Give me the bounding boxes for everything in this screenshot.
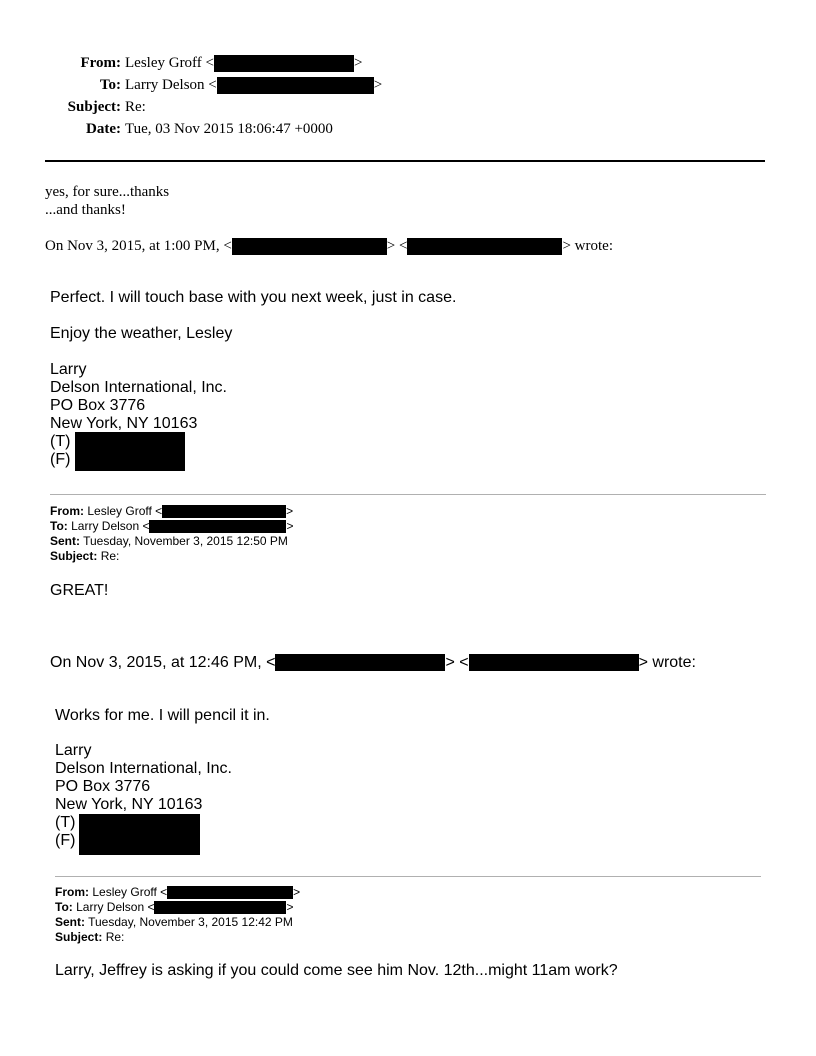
header-from-row [0,52,382,74]
quote-intro-mid: > < [386,238,408,254]
reply-line-1: yes, for sure...thanks [45,184,170,200]
quote-intro-start: On Nov 3, 2015, at 12:46 PM, < [50,654,276,671]
forward-1-quote-intro [50,653,696,673]
header-to-row [0,74,382,96]
header-subject-value: Re: [125,99,146,115]
signature-city: New York, NY 10163 [55,796,203,813]
forward-1-header [50,504,294,564]
signature-city: New York, NY 10163 [50,415,198,432]
signature-name: Larry [50,361,87,378]
signature-fax-label: (F) [55,832,76,849]
redaction-box [275,654,445,671]
signature-phone-label: (T) [55,814,76,831]
header-from-close: > [354,55,363,71]
forward-2-subject-row [55,930,300,945]
header-subject-row [0,96,382,118]
header-divider [45,160,765,162]
redaction-box [214,55,354,72]
forward-1-body: GREAT! [50,582,109,599]
forward-1-subject-row [50,549,294,564]
forward-2-to-row [55,900,300,915]
email-header [0,52,382,140]
redaction-box [217,77,374,94]
forward-from-value: Lesley Groff < [92,885,168,899]
forward-subject-value: Re: [105,930,125,944]
signature-po-box: PO Box 3776 [50,397,146,414]
redaction-box [75,432,185,471]
forward-sent-value: Tuesday, November 3, 2015 12:42 PM [88,915,293,929]
forward-2-from-row [55,885,300,900]
forward-1-from-row [50,504,294,519]
forward-sent-label: Sent: [50,534,80,548]
message-2-line-1: Works for me. I will pencil it in. [55,707,270,724]
redaction-box [79,814,200,855]
quote-intro-end: > wrote: [562,238,613,254]
redaction-box [407,238,562,255]
signature-name: Larry [55,742,92,759]
forward-2-sent-row [55,915,300,930]
forward-sent-value: Tuesday, November 3, 2015 12:50 PM [83,534,288,548]
signature-phone-label: (T) [50,433,71,450]
forward-sent-label: Sent: [55,915,85,929]
quote-intro-mid: > < [445,654,469,671]
forward-2-body: Larry, Jeffrey is asking if you could come see him Nov. 12th...might 11am work? [55,962,618,979]
redaction-box [154,901,286,914]
forward-subject-label: Subject: [55,930,103,944]
signature-fax-label: (F) [50,451,71,468]
forward-subject-label: Subject: [50,549,98,563]
signature-po-box: PO Box 3776 [55,778,151,795]
header-subject-label: Subject: [67,99,121,115]
forward-1-to-row [50,519,294,534]
forward-to-value: Larry Delson < [71,519,150,533]
redaction-box [162,505,286,518]
forward-from-close: > [286,504,294,518]
forward-to-close: > [286,519,294,533]
header-date-value: Tue, 03 Nov 2015 18:06:47 +0000 [125,121,333,137]
header-date-label: Date: [86,121,121,137]
forward-from-label: From: [50,504,84,518]
reply-line-2: ...and thanks! [45,202,126,218]
redaction-box [167,886,293,899]
header-to-value: Larry Delson < [125,77,217,93]
forward-to-label: To: [50,519,68,533]
quote-intro-start: On Nov 3, 2015, at 1:00 PM, < [45,238,232,254]
signature-company: Delson International, Inc. [55,760,232,777]
header-from-label: From: [80,55,121,71]
forward-1-sent-row [50,534,294,549]
forward-divider-2 [55,876,761,877]
reply-quote-intro [45,236,613,256]
forward-to-value: Larry Delson < [76,900,155,914]
reply-body [45,183,169,219]
forward-divider-1 [50,494,766,495]
message-1-line-2: Enjoy the weather, Lesley [50,325,233,342]
forward-to-close: > [286,900,294,914]
redaction-box [469,654,639,671]
message-1-line-1: Perfect. I will touch base with you next week, just in case. [50,289,457,306]
header-to-label: To: [99,77,121,93]
forward-subject-value: Re: [100,549,120,563]
signature-company: Delson International, Inc. [50,379,227,396]
forward-to-label: To: [55,900,73,914]
redaction-box [149,520,286,533]
forward-from-label: From: [55,885,89,899]
forward-from-close: > [293,885,301,899]
forward-2-header [55,885,300,945]
header-date-row [0,118,382,140]
quote-intro-end: > wrote: [638,654,696,671]
header-to-close: > [373,77,383,93]
forward-from-value: Lesley Groff < [87,504,163,518]
header-from-value: Lesley Groff < [125,55,214,71]
redaction-box [232,238,387,255]
